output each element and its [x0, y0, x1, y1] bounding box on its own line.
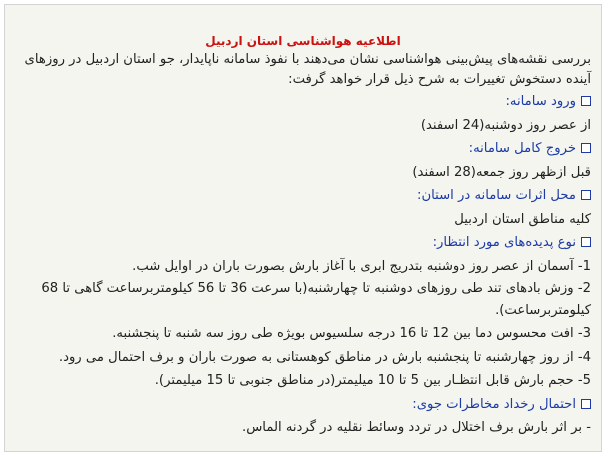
hazards-heading-label: احتمال رخداد مخاطرات جوی: — [412, 396, 576, 412]
entry-heading — [13, 90, 591, 114]
area-text: کلیه مناطق استان اردبیل — [454, 211, 591, 227]
entry-text: از عصر روز دوشنبه(24 اسفند) — [420, 117, 591, 133]
intro-text: بررسی نقشه‌های پیش‌بینی هواشناسی نشان می‌دهند با نفوذ سامانه ناپایدار، جو استان اردبیل در روزهای آینده دستخوش تغییرات به شرح ذیل قرار خواهد گرفت: — [24, 52, 591, 87]
hazards-text: - بر اثر بارش برف اختلال در تردد وسائط نقلیه در گردنه الماس. — [242, 420, 591, 435]
area-heading — [13, 184, 591, 208]
area-heading-label: محل اثرات سامانه در استان: — [417, 188, 576, 203]
square-bullet-icon — [581, 237, 591, 247]
notice-body — [5, 50, 601, 440]
weather-notice — [4, 4, 602, 452]
exit-heading-label: خروج کامل سامانه: — [468, 141, 576, 156]
square-bullet-icon — [581, 96, 591, 106]
square-bullet-icon — [581, 399, 591, 409]
notice-title: اطلاعیه هواشناسی استان اردبیل — [205, 34, 401, 48]
phenomena-heading — [13, 231, 591, 255]
exit-text: قبل ازظهر روز جمعه(28 اسفند) — [412, 164, 591, 180]
phenomena-item-4: 4- از روز چهارشنبه تا پنجشنبه بارش در مناطق کوهستانی به صورت باران و برف احتمال می رود. — [58, 349, 591, 365]
phenomena-heading-label: نوع پدیده‌های مورد انتظار: — [432, 235, 576, 250]
hazards-heading — [13, 393, 591, 417]
phenomena-item-3: 3- افت محسوس دما بین 12 تا 16 درجه سلسیوس بویژه طی روز سه شنبه تا پنجشنبه. — [112, 326, 591, 341]
square-bullet-icon — [581, 143, 591, 153]
exit-heading — [13, 137, 591, 161]
phenomena-item-1: 1- آسمان از عصر روز دوشنبه بتدریج ابری با آغاز بارش بصورت باران در اوایل شب. — [132, 258, 591, 274]
phenomena-item-5: 5- حجم بارش قابل انتظـار بین 5 تا 10 میلیمتر(در مناطق جنوبی تا 15 میلیمتر). — [154, 373, 591, 388]
entry-heading-label: ورود سامانه: — [505, 94, 576, 109]
square-bullet-icon — [581, 190, 591, 200]
phenomena-item-2: 2- وزش بادهای تند طی روزهای دوشنبه تا چهارشنبه(با سرعت 36 تا 56 کیلومتربرساعت گاهی تا 68 کیلومتربرساعت). — [41, 281, 591, 318]
